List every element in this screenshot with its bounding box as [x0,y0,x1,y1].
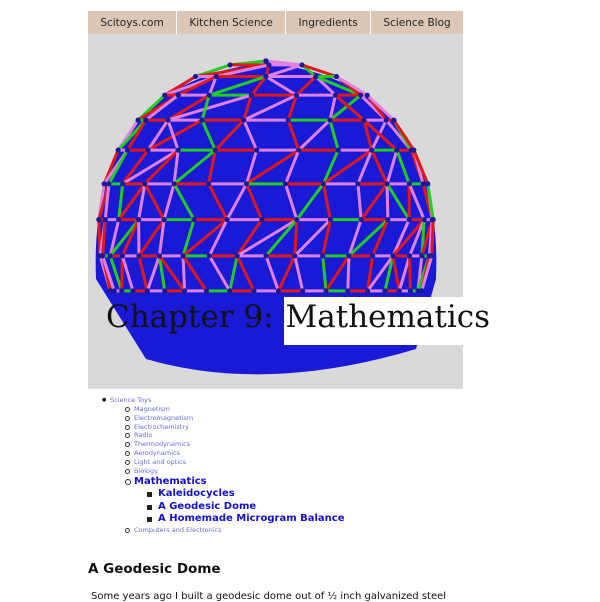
toc-link-thermodynamics[interactable]: Thermodynamics [134,440,190,448]
dome-node [425,181,430,186]
nav-tab-ingredients[interactable]: Ingredients [286,11,371,34]
dome-node [112,288,117,293]
top-nav [88,11,463,34]
dome-node [333,93,338,98]
dome-node [119,288,124,293]
dome-node [263,74,268,79]
toc-subitem [134,513,488,526]
dome-node [334,74,339,79]
dome-node [214,74,219,79]
dome-node [204,288,209,293]
dome-node [397,288,402,293]
dome-strut [295,220,297,256]
table-of-contents [88,396,488,535]
dome-node [407,181,412,186]
toc-link-science-toys[interactable]: Science Toys [110,396,151,404]
dome-node [103,217,108,222]
dome-node [369,148,374,153]
dome-node [145,148,150,153]
dome-node [207,93,212,98]
dome-node [407,253,412,258]
dome-node [207,253,212,258]
dome-node [276,288,281,293]
toc-subitem [134,501,488,514]
dome-node [136,253,141,258]
chapter-number: Chapter 9: [106,299,274,335]
dome-node [241,118,246,123]
dome-strut [348,256,349,291]
dome-node [294,93,299,98]
dome-node [176,93,181,98]
dome-node [143,118,148,123]
dome-node [244,181,249,186]
dome-node [419,253,424,258]
toc-link-magnetism[interactable]: Magnetism [134,405,170,413]
dome-node [391,118,396,123]
dome-node [407,217,412,222]
intro-paragraph: Some years ago I built a geodesic dome out of ½ inch galvanized steel [91,591,446,602]
toc-link-mathematics[interactable]: Mathematics [134,476,207,487]
chapter-name: Mathematics [284,297,509,345]
dome-node [422,217,427,222]
toc-link-kaleidocycles[interactable]: Kaleidocycles [158,488,235,499]
dome-node [162,93,167,98]
dome-strut [432,220,433,256]
toc-link-biology[interactable]: Biology [134,467,158,475]
dome-node [213,148,218,153]
dome-node [100,253,105,258]
dome-node [130,288,135,293]
dome-node [321,181,326,186]
dome-node [161,217,166,222]
dome-node [227,288,232,293]
dome-node [283,181,288,186]
dome-node [176,148,181,153]
dome-node [266,62,271,67]
dome-node [182,288,187,293]
toc-item [122,467,488,476]
dome-node [408,288,413,293]
dome-node [299,62,304,67]
toc-link-electrochemistry[interactable]: Electrochemistry [134,423,189,431]
dome-node [254,148,259,153]
toc-link-geodesic-dome[interactable]: A Geodesic Dome [158,501,256,512]
dome-node [421,181,426,186]
toc-item [122,526,488,535]
nav-tab-science-blog[interactable]: Science Blog [371,11,463,34]
dome-node [313,74,318,79]
dome-node [224,217,229,222]
toc-subitem [134,488,488,501]
dome-node [429,253,434,258]
dome-node [431,217,436,222]
dome-node [251,288,256,293]
toc-item-current [122,475,488,526]
dome-node [162,288,167,293]
dome-node [328,217,333,222]
dome-node [199,118,204,123]
nav-tab-kitchen-science[interactable]: Kitchen Science [177,11,286,34]
dome-node [206,181,211,186]
dome-strut [183,256,184,291]
dome-node [263,253,268,258]
toc-link-computers-electronics[interactable]: Computers and Electronics [134,526,222,534]
toc-item [122,431,488,440]
toc-item [122,405,488,414]
dome-node [394,148,399,153]
toc-item [122,423,488,432]
dome-node [358,93,363,98]
dome-node [385,181,390,186]
toc-link-aerodynamics[interactable]: Aerodynamics [134,449,180,457]
dome-node [419,288,424,293]
dome-node [191,217,196,222]
toc-link-electromagnetism[interactable]: Electromagnetism [134,414,193,422]
dome-strut [122,256,123,291]
dome-node [116,217,121,222]
dome-node [171,181,176,186]
dome-node [108,253,113,258]
dome-node [296,148,301,153]
dome-node [106,181,111,186]
dome-node [102,181,107,186]
section-heading: A Geodesic Dome [88,561,221,577]
dome-node [286,118,291,123]
dome-node [180,253,185,258]
dome-node [355,181,360,186]
dome-node [142,181,147,186]
dome-strut [387,184,388,220]
dome-node [292,253,297,258]
toc-item [122,458,488,467]
dome-node [365,288,370,293]
dome-node [193,74,198,79]
dome-node [327,118,332,123]
toc-root-item [88,396,488,535]
toc-item [122,414,488,423]
dome-node [345,288,350,293]
dome-node [120,181,125,186]
chapter-title [106,299,508,335]
dome-node [359,217,364,222]
toc-link-light-and-optics[interactable]: Light and optics [134,458,186,466]
dome-node [323,288,328,293]
dome-node [165,118,170,123]
dome-node [390,253,395,258]
dome-node [227,62,232,67]
dome-node [235,253,240,258]
dome-node [411,148,416,153]
dome-node [365,93,370,98]
chapter-banner [88,34,463,389]
dome-node [157,253,162,258]
dome-node [135,118,140,123]
toc-item [122,440,488,449]
dome-node [384,118,389,123]
dome-node [136,217,141,222]
dome-node [120,253,125,258]
toc-link-radio[interactable]: Radio [134,431,152,439]
dome-node [249,93,254,98]
dome-node [145,288,150,293]
toc-link-microgram-balance[interactable]: A Homemade Microgram Balance [158,513,344,524]
dome-node [320,253,325,258]
toc-item [122,449,488,458]
dome-node [294,217,299,222]
dome-node [382,288,387,293]
dome-node [385,217,390,222]
dome-node [116,148,121,153]
dome-strut [410,256,411,291]
dome-node [125,148,130,153]
dome-node [259,217,264,222]
dome-node [370,253,375,258]
nav-tab-scitoys[interactable]: Scitoys.com [88,11,177,34]
dome-node [336,148,341,153]
dome-node [346,253,351,258]
dome-node [300,288,305,293]
dome-node [361,118,366,123]
dome-node [96,217,101,222]
